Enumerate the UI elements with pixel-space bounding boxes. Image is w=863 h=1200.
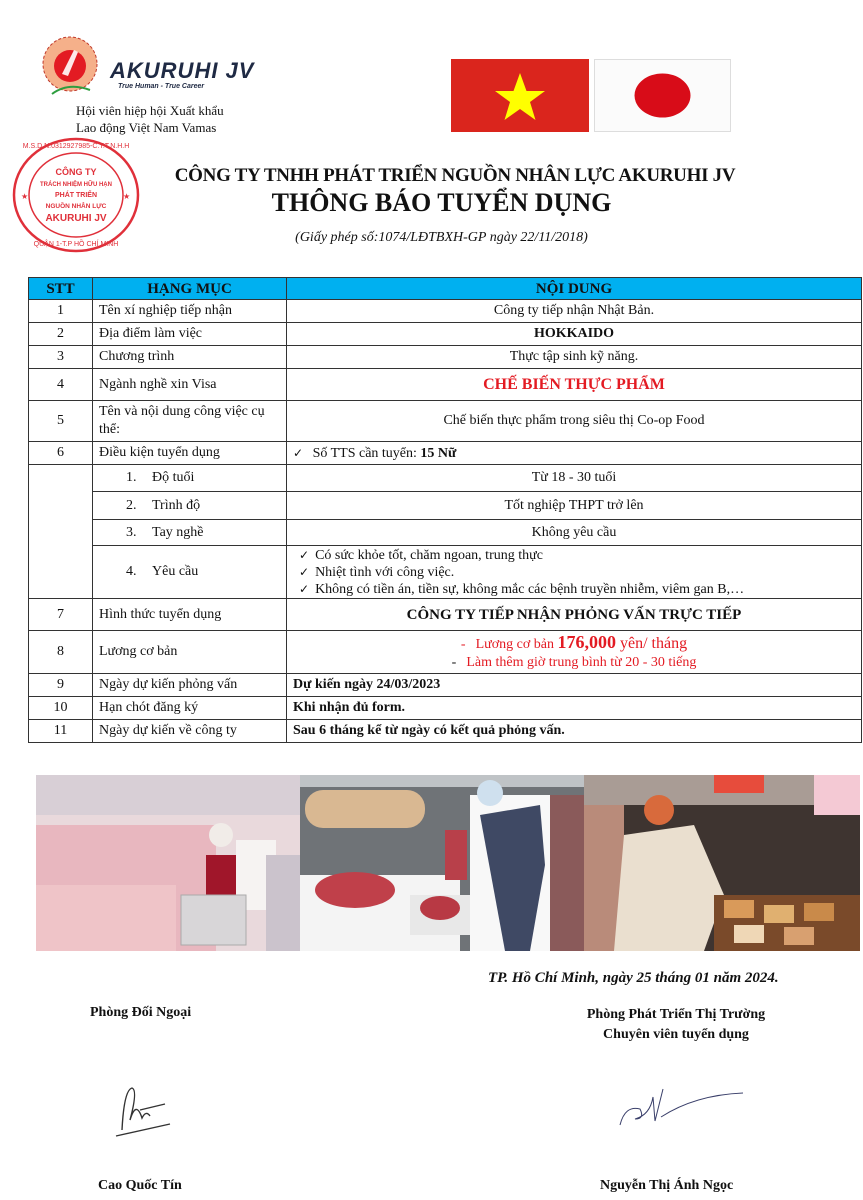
condition-label: 3. Tay nghề xyxy=(93,520,287,546)
row-item: Ngày dự kiến về công ty xyxy=(93,720,287,743)
row-stt: 8 xyxy=(29,631,93,674)
membership-note xyxy=(76,102,224,136)
svg-text:★: ★ xyxy=(21,192,29,201)
salary-line-1: - Lương cơ bản 176,000 yên/ tháng xyxy=(460,631,688,652)
table-row xyxy=(29,631,862,674)
row-content: Công ty tiếp nhận Nhật Bản. xyxy=(287,300,862,323)
svg-text:CÔNG TY: CÔNG TY xyxy=(55,167,97,177)
table-row xyxy=(29,599,862,631)
logo-name: AKURUHI JV xyxy=(110,58,255,83)
row-item: Ngành nghề xin Visa xyxy=(93,369,287,401)
table-row xyxy=(29,442,862,465)
row-item: Điều kiện tuyển dụng xyxy=(93,442,287,465)
row-content: Khi nhận đủ form. xyxy=(287,697,862,720)
membership-line-2: Lao động Việt Nam Vamas xyxy=(76,120,217,135)
signature-right xyxy=(615,1085,745,1130)
signature-left xyxy=(110,1080,180,1140)
row-item: Tên xí nghiệp tiếp nhận xyxy=(93,300,287,323)
row-stt: 11 xyxy=(29,720,93,743)
row-stt: 1 xyxy=(29,300,93,323)
header-item: HẠNG MỤC xyxy=(93,278,287,300)
photo-deli-display xyxy=(584,775,860,951)
row-item: Hạn chót đăng ký xyxy=(93,697,287,720)
table-header-row xyxy=(29,278,862,300)
tts-count-label: Số TTS cần tuyển: xyxy=(312,445,421,461)
row-stt: 5 xyxy=(29,401,93,442)
condition-requirements xyxy=(287,546,862,599)
membership-line-1: Hội viên hiệp hội Xuất khẩu xyxy=(76,103,224,118)
svg-text:TRÁCH NHIỆM HỮU HẠN: TRÁCH NHIỆM HỮU HẠN xyxy=(40,182,112,188)
vietnam-flag xyxy=(451,59,589,132)
license-number: (Giấy phép số:1074/LĐTBXH-GP ngày 22/11/2018) xyxy=(295,230,588,245)
row-item: Tên và nội dung công việc cụ thể: xyxy=(93,401,287,442)
row-item: Ngày dự kiến phỏng vấn xyxy=(93,674,287,697)
row-content: HOKKAIDO xyxy=(287,323,862,346)
tts-count-value: 15 Nữ xyxy=(420,445,457,461)
page-title: THÔNG BÁO TUYỂN DỤNG xyxy=(271,188,612,217)
requirement-item: ✓ Có sức khỏe tốt, chăm ngoan, trung thực xyxy=(299,547,855,564)
condition-row xyxy=(29,546,862,599)
row-stt: 2 xyxy=(29,323,93,346)
table-row xyxy=(29,720,862,743)
company-name: CÔNG TY TNHH PHÁT TRIỂN NGUỒN NHÂN LỰC AKURUHI JV xyxy=(174,165,736,186)
svg-text:QUẬN 1-T.P HỒ CHÍ MINH: QUẬN 1-T.P HỒ CHÍ MINH xyxy=(33,241,119,248)
salary-line-2: - Làm thêm giờ trung bình từ 20 - 30 tiếng xyxy=(451,654,697,670)
row-content: Chế biến thực phẩm trong siêu thị Co-op Food xyxy=(287,401,862,442)
table-row xyxy=(29,369,862,401)
table-row xyxy=(29,323,862,346)
condition-value: Tốt nghiệp THPT trở lên xyxy=(287,492,862,520)
condition-label: 2. Trình độ xyxy=(93,492,287,520)
row-item: Lương cơ bản xyxy=(93,631,287,674)
recruitment-table xyxy=(28,277,862,743)
condition-row xyxy=(29,492,862,520)
table-row xyxy=(29,300,862,323)
table-row xyxy=(29,401,862,442)
row-content: Dự kiến ngày 24/03/2023 xyxy=(287,674,862,697)
row-content: Sau 6 tháng kể từ ngày có kết quả phỏng vấn. xyxy=(287,720,862,743)
row-stt: 10 xyxy=(29,697,93,720)
condition-row xyxy=(29,520,862,546)
right-department-role: Chuyên viên tuyển dụng xyxy=(603,1027,749,1042)
right-signer-name: Nguyễn Thị Ánh Ngọc xyxy=(600,1178,734,1193)
requirement-item: ✓ Không có tiền án, tiền sự, không mắc các bệnh truyền nhiễm, viêm gan B,… xyxy=(299,581,855,598)
left-signer-name: Cao Quốc Tín xyxy=(98,1178,182,1193)
condition-value: Từ 18 - 30 tuổi xyxy=(287,465,862,492)
row-item: Chương trình xyxy=(93,346,287,369)
photo-meat-grinder xyxy=(300,775,584,951)
svg-text:NGUỒN NHÂN LỰC: NGUỒN NHÂN LỰC xyxy=(45,203,107,210)
row-content xyxy=(287,442,862,465)
table-row xyxy=(29,697,862,720)
condition-blank-cell xyxy=(29,465,93,599)
header-content: NỘI DUNG xyxy=(287,278,862,300)
salary-content xyxy=(287,631,862,674)
header-stt: STT xyxy=(29,278,93,300)
table-row xyxy=(29,674,862,697)
svg-text:M.S.D.N:0312927985-C.T.T.N.H.H: M.S.D.N:0312927985-C.T.T.N.H.H xyxy=(22,143,130,150)
requirement-item: ✓ Nhiệt tình với công việc. xyxy=(299,564,855,581)
left-department: Phòng Đối Ngoại xyxy=(90,1005,192,1020)
japan-flag xyxy=(594,59,731,132)
svg-text:PHÁT TRIỂN: PHÁT TRIỂN xyxy=(55,192,97,199)
condition-value: Không yêu cầu xyxy=(287,520,862,546)
right-department xyxy=(560,1005,792,1045)
condition-row xyxy=(29,465,862,492)
row-stt: 4 xyxy=(29,369,93,401)
row-content: Thực tập sinh kỹ năng. xyxy=(287,346,862,369)
row-stt: 3 xyxy=(29,346,93,369)
row-stt: 7 xyxy=(29,599,93,631)
logo-tagline: True Human - True Career xyxy=(118,83,205,90)
row-item: Hình thức tuyển dụng xyxy=(93,599,287,631)
row-content: CÔNG TY TIẾP NHẬN PHỎNG VẤN TRỰC TIẾP xyxy=(287,599,862,631)
table-row xyxy=(29,346,862,369)
photo-meat-counter xyxy=(36,775,300,951)
svg-text:★: ★ xyxy=(123,192,131,201)
condition-label: 1. Độ tuổi xyxy=(93,465,287,492)
svg-text:AKURUHI JV: AKURUHI JV xyxy=(45,213,107,224)
issue-date: TP. Hồ Chí Minh, ngày 25 tháng 01 năm 2024. xyxy=(488,970,779,986)
row-stt: 6 xyxy=(29,442,93,465)
right-department-name: Phòng Phát Triển Thị Trường xyxy=(586,1007,766,1022)
row-content: CHẾ BIẾN THỰC PHẨM xyxy=(287,369,862,401)
condition-label: 4. Yêu cầu xyxy=(93,546,287,599)
row-stt: 9 xyxy=(29,674,93,697)
row-item: Địa điểm làm việc xyxy=(93,323,287,346)
